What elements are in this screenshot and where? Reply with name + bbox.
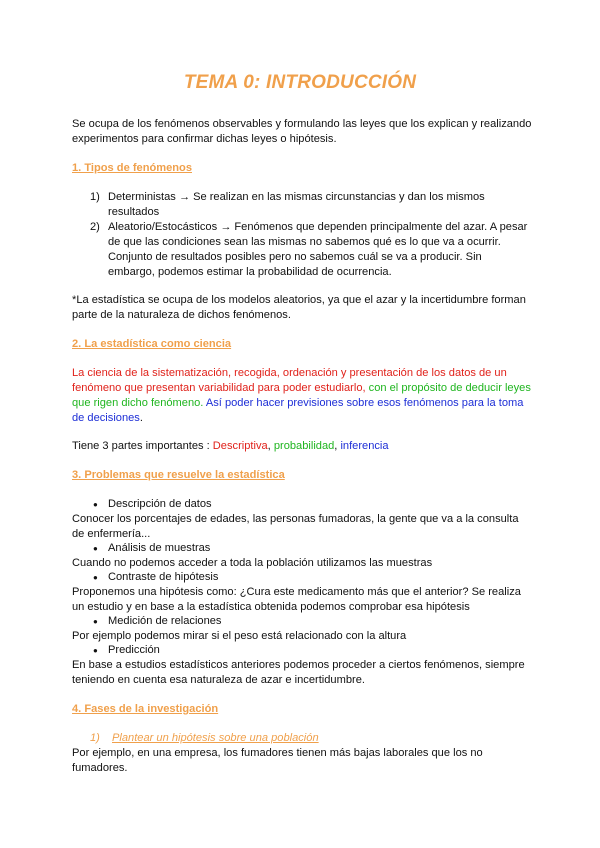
bullet-label-analisis: Análisis de muestras xyxy=(108,542,211,554)
science-definition xyxy=(72,366,532,426)
definition-blue-text: Así poder hacer previsiones sobre esos fenómenos para la toma de decisiones xyxy=(72,397,524,424)
step-label-text: Plantear un hipótesis sobre una población xyxy=(112,732,319,744)
note-paragraph: *La estadística se ocupa de los modelos aleatorios, ya que el azar y la incertidumbre forman parte de la naturaleza de dichos fenómenos. xyxy=(72,294,526,321)
bullet-icon: ● xyxy=(93,646,98,655)
section-2-heading: 2. La estadística como ciencia xyxy=(72,338,232,350)
definition-green-text: con el propósito de deducir leyes que rigen dicho fenómeno. xyxy=(72,382,531,409)
definition-red-text: La ciencia de la sistematización, recogida, ordenación y presentación de los datos de un fenómeno que presentan variabilidad para poder estudiarlo, xyxy=(72,367,507,394)
bullet-text-contraste: Proponemos una hipótesis como: ¿Cura este medicamento más que el anterior? Se realiza un estudio y en base a la estadística obtenida podemos comprobar esa hipótesis xyxy=(72,586,521,613)
intro-paragraph: Se ocupa de los fenómenos observables y formulando las leyes que los explican y realizando experimentos para confirmar dichas leyes o hipótesis. xyxy=(72,118,532,145)
bullet-label-prediccion: Predicción xyxy=(108,644,160,656)
bullet-text-prediccion: En base a estudios estadísticos anteriores podemos proceder a ciertos fenómenos, siempre teniendo en cuenta esa naturaleza de azar e incertidumbre. xyxy=(72,659,525,686)
bullet-icon: ● xyxy=(93,500,98,509)
bullet-text-descripcion: Conocer los porcentajes de edades, las personas fumadoras, la gente que va a la consulta de enfermería... xyxy=(72,513,519,540)
bullet-icon: ● xyxy=(93,617,98,626)
list-item-deterministas: Deterministas → Se realizan en las mismas circunstancias y dan los mismos resultados xyxy=(108,191,485,218)
section-4-heading: 4. Fases de la investigación xyxy=(72,703,219,715)
bullet-text-analisis: Cuando no podemos acceder a toda la población utilizamos las muestras xyxy=(72,557,433,569)
section-1-heading: 1. Tipos de fenómenos xyxy=(72,162,192,174)
parts-prefix: Tiene 3 partes importantes : xyxy=(72,440,213,452)
parts-line xyxy=(72,439,532,454)
bullet-icon: ● xyxy=(93,544,98,553)
definition-end: . xyxy=(139,412,143,424)
step-number: 1) xyxy=(90,732,100,744)
bullet-label-contraste: Contraste de hipótesis xyxy=(108,571,219,583)
part-probabilidad: probabilidad xyxy=(273,440,335,452)
part-descriptiva: Descriptiva xyxy=(212,440,268,452)
page-title: TEMA 0: INTRODUCCIÓN xyxy=(183,72,417,93)
bullet-icon: ● xyxy=(93,573,98,582)
list-item-aleatorio: Aleatorio/Estocásticos → Fenómenos que dependen principalmente del azar. A pesar de que las condiciones sean las mismas no sabemos qué es lo que va a ocurrir. Conjunto de resultados posibles pero no sabemos cuál se va a producir. Sin embargo, podemos estimar la probabilidad de ocurrencia. xyxy=(108,221,528,278)
list-item-number: 2) xyxy=(90,221,100,233)
part-inferencia: inferencia xyxy=(340,440,389,452)
separator: , xyxy=(267,440,274,452)
bullet-text-medicion: Por ejemplo podemos mirar si el peso está relacionado con la altura xyxy=(72,630,407,642)
separator: , xyxy=(334,440,341,452)
bullet-label-medicion: Medición de relaciones xyxy=(108,615,222,627)
list-item-number: 1) xyxy=(90,191,100,203)
bullet-label-descripcion: Descripción de datos xyxy=(108,498,212,510)
step-label xyxy=(112,731,532,746)
step-example: Por ejemplo, en una empresa, los fumadores tienen más bajas laborales que los no fumadores. xyxy=(72,747,483,774)
section-3-heading: 3. Problemas que resuelve la estadística xyxy=(72,469,285,481)
